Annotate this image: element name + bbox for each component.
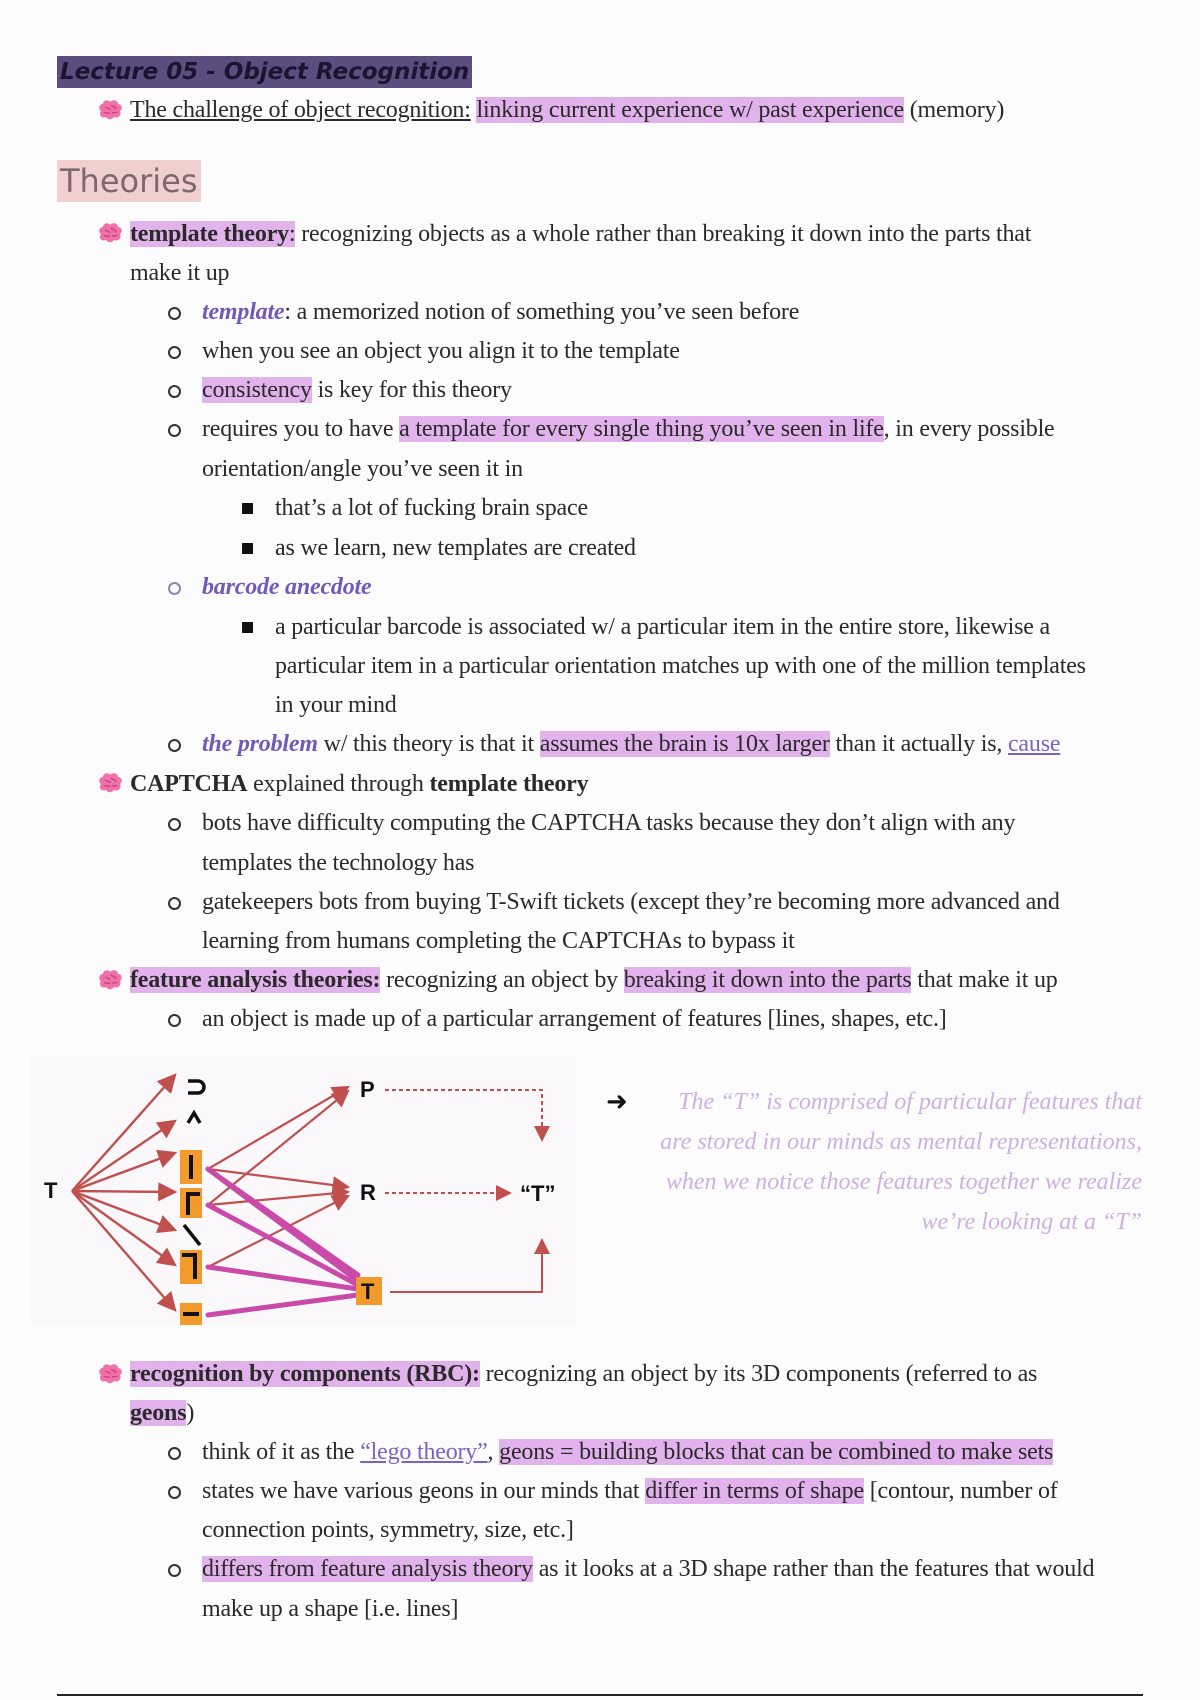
rbc-bullet-2-line2: connection points, symmetry, size, etc.] xyxy=(202,1517,574,1543)
template-theory-line2: make it up xyxy=(130,260,230,286)
bullet-square xyxy=(242,622,253,633)
bottom-rule xyxy=(57,1694,1143,1696)
letter-r: R xyxy=(360,1180,376,1205)
feature-term: feature analysis theories: xyxy=(130,967,381,993)
captcha-bullet-1-line2: templates the technology has xyxy=(202,850,475,876)
brain-icon xyxy=(97,222,123,244)
template-bullet-4: requires you to have a template for every single thing you’ve seen in life, in every possible xyxy=(202,416,1055,442)
input-letter: T xyxy=(44,1178,58,1203)
lego-theory-link[interactable]: “lego theory” xyxy=(360,1439,488,1465)
rbc-bullet-2: states we have various geons in our minds that differ in terms of shape [contour, number of xyxy=(202,1478,1058,1504)
rbc-term: recognition by components (RBC): xyxy=(130,1361,480,1387)
rbc-bullet-3-line2: make up a shape [i.e. lines] xyxy=(202,1596,459,1622)
bullet-circle xyxy=(168,424,181,437)
intro-highlight: linking current experience w/ past experience xyxy=(476,97,904,123)
template-theory-line: template theory: recognizing objects as a whole rather than breaking it down into the parts that xyxy=(130,221,1032,247)
bullet-circle xyxy=(168,385,181,398)
section-heading: Theories xyxy=(57,160,201,202)
bullet-square xyxy=(242,543,253,554)
lecture-title: Lecture 05 - Object Recognition xyxy=(57,56,472,88)
template-bullet-1: template: a memorized notion of something you’ve seen before xyxy=(202,299,800,325)
captcha-bullet-2-line2: learning from humans completing the CAPTCHAs to bypass it xyxy=(202,928,795,954)
diagram-caption-2: are stored in our minds as mental representations, xyxy=(660,1129,1142,1155)
template-sub-2: as we learn, new templates are created xyxy=(275,535,636,561)
bullet-circle xyxy=(168,1486,181,1499)
template-theory-term: template theory xyxy=(130,221,289,247)
bullet-circle xyxy=(168,582,181,595)
template-sub-1: that’s a lot of fucking brain space xyxy=(275,495,588,521)
brain-icon xyxy=(97,99,123,121)
bullet-circle xyxy=(168,1447,181,1460)
diagram-caption-3: when we notice those features together we realize xyxy=(665,1169,1142,1195)
rbc-bullet-1: think of it as the “lego theory”, geons = building blocks that can be combined to make sets xyxy=(202,1439,1054,1465)
template-bullet-6: the problem w/ this theory is that it assumes the brain is 10x larger than it actually is, cause xyxy=(202,731,1061,757)
template-sub-3: a particular barcode is associated w/ a particular item in the entire store, likewise a xyxy=(275,614,1050,640)
feature-analysis-diagram xyxy=(30,1055,590,1330)
intro-label: The challenge of object recognition: xyxy=(130,97,471,123)
captcha-bullet-1: bots have difficulty computing the CAPTCHA tasks because they don’t align with any xyxy=(202,810,1016,836)
template-bullet-2: when you see an object you align it to the template xyxy=(202,338,680,364)
rbc-bullet-3: differs from feature analysis theory as it looks at a 3D shape rather than the features that would xyxy=(202,1556,1095,1582)
feature-line: feature analysis theories: recognizing an object by breaking it down into the parts that make it up xyxy=(130,967,1058,993)
letter-p: P xyxy=(360,1077,375,1102)
intro-line xyxy=(130,95,1004,125)
captcha-heading: CAPTCHA explained through template theory xyxy=(130,771,589,797)
diagram-caption-1: The “T” is comprised of particular features that xyxy=(678,1089,1142,1115)
template-sub-3-line2: particular item in a particular orientation matches up with one of the million templates xyxy=(275,653,1086,679)
brain-icon xyxy=(97,1363,123,1385)
brain-icon xyxy=(97,772,123,794)
rbc-line: recognition by components (RBC): recognizing an object by its 3D components (referred to as xyxy=(130,1361,1038,1387)
bullet-circle xyxy=(168,739,181,752)
rbc-line2: geons) xyxy=(130,1400,195,1426)
template-sub-3-line3: in your mind xyxy=(275,692,397,718)
bullet-circle xyxy=(168,1014,181,1027)
arrow-icon: ➜ xyxy=(606,1087,628,1116)
bullet-circle xyxy=(168,346,181,359)
diagram-caption-4: we’re looking at a “T” xyxy=(921,1209,1142,1235)
template-bullet-3: consistency is key for this theory xyxy=(202,377,512,403)
output-letter: “T” xyxy=(520,1181,556,1206)
feature-bullet-1: an object is made up of a particular arrangement of features [lines, shapes, etc.] xyxy=(202,1006,947,1032)
bullet-square xyxy=(242,503,253,514)
bullet-circle xyxy=(168,818,181,831)
letter-t: T xyxy=(361,1279,375,1304)
bullet-circle xyxy=(168,897,181,910)
bullet-circle xyxy=(168,1564,181,1577)
intro-tail: (memory) xyxy=(909,97,1005,123)
template-bullet-5: barcode anecdote xyxy=(202,574,372,600)
captcha-bullet-2: gatekeepers bots from buying T-Swift tickets (except they’re becoming more advanced and xyxy=(202,889,1060,915)
cause-link[interactable]: cause xyxy=(1007,731,1061,757)
brain-icon xyxy=(97,969,123,991)
bullet-circle xyxy=(168,307,181,320)
template-bullet-4-line2: orientation/angle you’ve seen it in xyxy=(202,456,523,482)
